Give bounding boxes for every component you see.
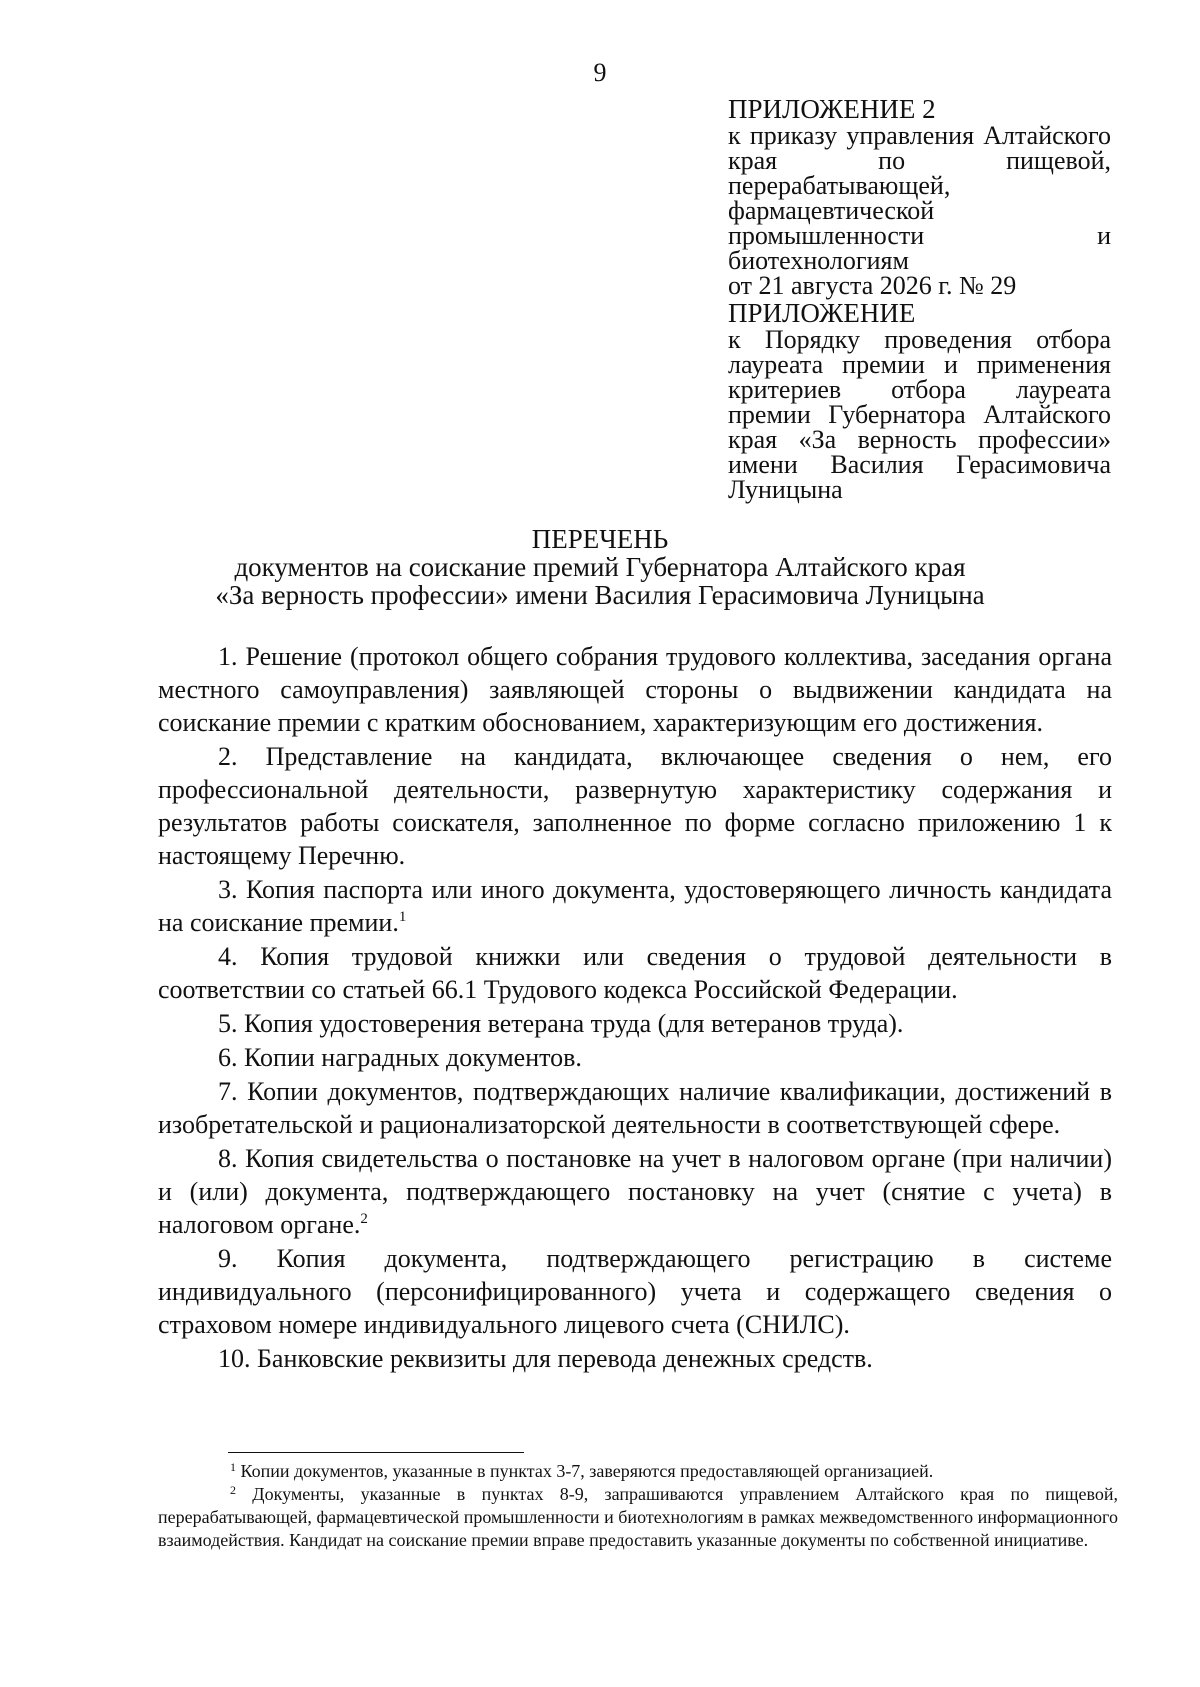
list-item-text: 4. Копия трудовой книжки или сведения о трудовой деятельности в соответствии со статьей 66.1 Трудового кодекса Российской Федерации. <box>158 942 1112 1004</box>
list-item-text: 1. Решение (протокол общего собрания трудового коллектива, заседания органа местного самоуправления) заявляющей стороны о выдвижении кандидата на соискание премии с кратким обоснованием, характеризующим его достижения. <box>158 642 1112 737</box>
list-item-1 <box>158 640 1112 739</box>
footnote-mark: 2 <box>230 1483 236 1497</box>
list-item-4 <box>158 940 1112 1006</box>
document-title <box>0 525 1200 609</box>
list-item-5 <box>158 1007 1112 1040</box>
list-item-text: 8. Копия свидетельства о постановке на учет в налоговом органе (при наличии) и (или) документа, подтверждающего постановку на учет (снятие с учета) в налоговом органе. <box>158 1144 1112 1239</box>
footnote-ref-2: 2 <box>360 1211 368 1227</box>
title-line-1: документов на соискание премий Губернатора Алтайского края <box>234 552 966 582</box>
footnote-1 <box>158 1460 1118 1483</box>
appendix-2-body: к приказу управления Алтайского края по пищевой, перерабатывающей, фармацевтической промышленности и биотехнологиям <box>728 121 1111 275</box>
list-item-7 <box>158 1075 1112 1141</box>
list-item-9 <box>158 1242 1112 1341</box>
list-item-2 <box>158 740 1112 872</box>
list-item-6 <box>158 1041 1112 1074</box>
list-item-text: 5. Копия удостоверения ветерана труда (для ветеранов труда). <box>218 1009 904 1038</box>
appendix-order-heading: ПРИЛОЖЕНИЕ <box>728 298 916 328</box>
document-list <box>158 640 1112 1376</box>
list-item-3 <box>158 873 1112 939</box>
list-item-10 <box>158 1342 1112 1375</box>
appendix-2-date: от 21 августа 2026 г. № 29 <box>728 271 1017 300</box>
page-number: 9 <box>593 58 607 87</box>
footnote-text: Документы, указанные в пунктах 8-9, запрашиваются управлением Алтайского края по пищевой, перерабатывающей, фармацевтической промышленности и биотехнологиям в рамках межведомственного информационного взаимодействия. Кандидат на соискание премии вправе предоставить указанные документы по собственной инициативе. <box>158 1484 1119 1550</box>
footnote-divider <box>228 1452 524 1453</box>
title-heading: ПЕРЕЧЕНЬ <box>531 524 669 554</box>
list-item-text: 6. Копии наградных документов. <box>218 1043 582 1072</box>
list-item-text: 7. Копии документов, подтверждающих наличие квалификации, достижений в изобретательской и рационализаторской деятельности в соответствующей сфере. <box>158 1077 1112 1139</box>
footnote-2 <box>158 1483 1118 1552</box>
footnote-ref-1: 1 <box>398 909 407 925</box>
list-item-text: 3. Копия паспорта или иного документа, удостоверяющего личность кандидата на соискание премии. <box>158 875 1112 937</box>
appendix-2-heading: ПРИЛОЖЕНИЕ 2 <box>728 94 936 124</box>
list-item-8 <box>158 1142 1112 1241</box>
footnote-text: Копии документов, указанные в пунктах 3-7, заверяются предоставляющей организацией. <box>240 1461 934 1481</box>
title-line-2: «За верность профессии» имени Василия Герасимовича Луницына <box>215 580 985 610</box>
list-item-text: 9. Копия документа, подтверждающего регистрацию в системе индивидуального (персонифицированного) учета и содержащего сведения о страховом номере индивидуального лицевого счета (СНИЛС). <box>158 1244 1112 1339</box>
appendix-order-body: к Порядку проведения отбора лауреата премии и применения критериев отбора лауреата премии Губернатора Алтайского края «За верность профессии» имени Василия Герасимовича Луницына <box>728 325 1111 504</box>
footnotes <box>158 1460 1118 1552</box>
appendix-order-block <box>728 299 1111 502</box>
list-item-text: 10. Банковские реквизиты для перевода денежных средств. <box>218 1344 873 1373</box>
appendix-2-block <box>728 95 1111 298</box>
footnote-mark: 1 <box>230 1460 236 1474</box>
list-item-text: 2. Представление на кандидата, включающее сведения о нем, его профессиональной деятельности, развернутую характеристику содержания и результатов работы соискателя, заполненное по форме согласно приложению 1 к настоящему Перечню. <box>158 742 1112 870</box>
